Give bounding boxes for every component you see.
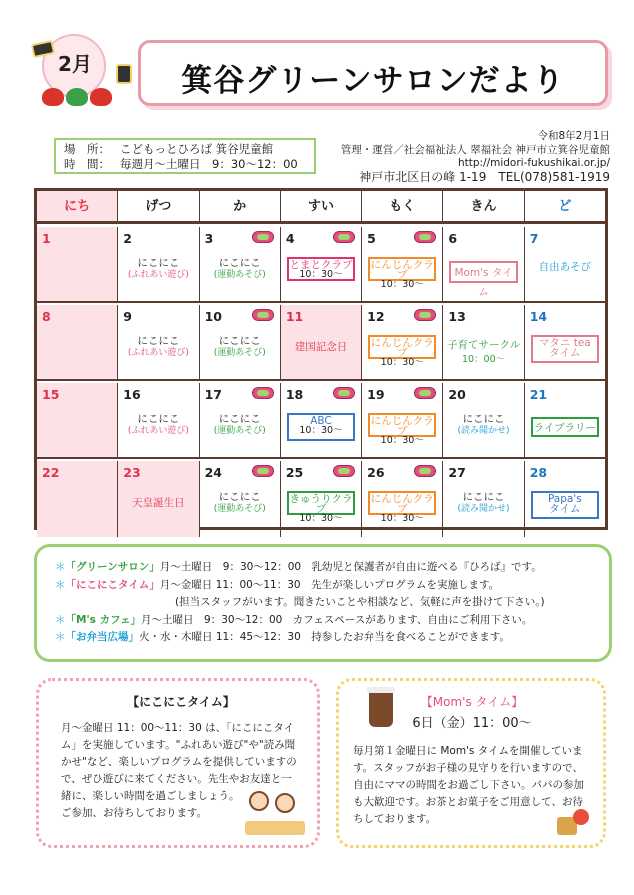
day-cell bbox=[281, 305, 362, 379]
kyuri-club-event: きゅうりクラブ 10：30～ bbox=[287, 491, 355, 515]
weekday-wed: すい bbox=[281, 191, 362, 221]
day-cell bbox=[200, 461, 281, 537]
nikoniko-activity: にこにこ (読み聞かせ) bbox=[457, 491, 510, 514]
note-ms-cafe: ＊「M's カフェ」月～土曜日 9：30～12：00 カフェスペースがあります、自由にご利用下さい。 bbox=[55, 613, 533, 626]
ehomaki-right-icon bbox=[116, 64, 132, 84]
info-time-row bbox=[64, 157, 306, 172]
info-place-row bbox=[64, 142, 306, 157]
weekday-sat: ど bbox=[558, 199, 572, 214]
day-number: 23 bbox=[123, 465, 141, 480]
holiday-label: 建国記念日 bbox=[294, 341, 348, 353]
day-cell bbox=[362, 461, 443, 537]
day-cell bbox=[443, 305, 524, 379]
moms-box-datetime: 6日（金）11：00～ bbox=[412, 716, 532, 731]
day-number: 4 bbox=[285, 231, 295, 246]
bento-icon bbox=[414, 387, 436, 399]
issue-date: 令和8年2月1日 bbox=[537, 130, 610, 142]
day-number: 18 bbox=[285, 387, 304, 402]
day-cell bbox=[525, 461, 605, 537]
calendar bbox=[34, 188, 608, 530]
bento-icon bbox=[414, 231, 436, 243]
day-number: 16 bbox=[123, 387, 141, 402]
moms-time-event: Mom's タイム bbox=[449, 261, 517, 283]
coffee-cup-icon bbox=[369, 691, 393, 727]
title-banner bbox=[138, 40, 608, 106]
green-demon-icon bbox=[66, 88, 88, 106]
day-number: 28 bbox=[529, 465, 548, 480]
day-number: 22 bbox=[42, 465, 60, 480]
day-number: 5 bbox=[367, 231, 376, 246]
day-number: 9 bbox=[123, 309, 132, 324]
moms-box-body: 毎月第１金曜日に Mom's タイムを開催しています。スタッフがお子様の見守りを行いますので、自由にママの時間をお過ごし下さい。パパの参加も大歓迎です。お茶とお菓子をご用意して、お待ちしております。 bbox=[353, 745, 584, 825]
day-number: 17 bbox=[204, 387, 222, 402]
day-number: 19 bbox=[367, 387, 385, 402]
parenting-circle-activity: 子育てサークル bbox=[446, 339, 521, 351]
free-play-activity: 自由あそび bbox=[538, 261, 592, 273]
day-cell bbox=[525, 305, 605, 379]
note-nikoniko-detail: (担当スタッフがいます。聞きたいことや相談など、気軽に声を掛けて下さい。) bbox=[175, 596, 545, 608]
red-demon-icon bbox=[42, 88, 64, 106]
day-cell bbox=[200, 227, 281, 301]
weekday-fri: きん bbox=[443, 191, 524, 221]
day-cell bbox=[118, 305, 199, 379]
day-cell bbox=[37, 383, 118, 457]
day-number: 21 bbox=[529, 387, 548, 402]
operator: 管理・運営／社会福祉法人 翠福社会 神戸市立箕谷児童館 bbox=[340, 143, 610, 156]
page-title: 箕谷グリーンサロンだより bbox=[181, 63, 565, 99]
info-box bbox=[54, 138, 316, 174]
day-number: 6 bbox=[448, 231, 458, 246]
day-number: 3 bbox=[204, 231, 214, 246]
day-number: 8 bbox=[42, 309, 51, 324]
day-cell bbox=[362, 227, 443, 301]
day-cell bbox=[281, 383, 362, 457]
weekday-sun: にち bbox=[37, 191, 118, 221]
day-cell bbox=[525, 227, 605, 301]
red-demon-icon bbox=[90, 88, 112, 106]
day-number: 26 bbox=[367, 465, 385, 480]
nikoniko-activity: にこにこ (ふれあい遊び) bbox=[127, 335, 189, 358]
day-cell bbox=[362, 305, 443, 379]
day-cell bbox=[200, 305, 281, 379]
nikoniko-box-body: 月～金曜日 11：00～11：30 は、「にこにこタイム」を実施しています。"ふれあい遊び"や"読み聞かせ"など、楽しいプログラムを提供していますので、ぜひ遊びに来てください。先生やお友達と一緒に、楽しい時間を過ごしましょう。 bbox=[61, 722, 297, 802]
nikoniko-activity: にこにこ (運動あそび) bbox=[213, 413, 266, 436]
note-nikoniko-time: ＊「にこにこタイム」月～金曜日 11：00～11：30 先生が楽しいプログラムを実施します。 bbox=[55, 578, 500, 591]
moms-box-title: 【Mom's タイム】 bbox=[420, 695, 524, 709]
day-number: 12 bbox=[367, 309, 385, 324]
calendar-week bbox=[37, 383, 605, 459]
abc-event: ABC 10：30～ bbox=[287, 413, 355, 441]
day-cell bbox=[200, 383, 281, 457]
bento-icon bbox=[333, 465, 355, 477]
info-place-key: 場 所： bbox=[64, 142, 110, 156]
weekday-mon: げつ bbox=[118, 191, 199, 221]
nikoniko-activity: にこにこ (運動あそび) bbox=[213, 257, 266, 280]
nikoniko-box-title: 【にこにこタイム】 bbox=[127, 695, 235, 709]
children-illustration-icon bbox=[245, 789, 305, 835]
day-number: 20 bbox=[448, 387, 466, 402]
ninjin-club-event: にんじんクラブ 10：30～ bbox=[368, 413, 436, 437]
bento-icon bbox=[414, 465, 436, 477]
info-time-key: 時 間： bbox=[64, 157, 110, 171]
ninjin-club-event: にんじんクラブ 10：30～ bbox=[368, 257, 436, 281]
day-number: 2 bbox=[123, 231, 132, 246]
day-number: 10 bbox=[204, 309, 222, 324]
bento-icon bbox=[252, 309, 274, 321]
note-green-salon: ＊「グリーンサロン」月～土曜日 9：30～12：00 乳幼児と保護者が自由に遊べる『ひろば』です。 bbox=[55, 561, 542, 573]
month-label: 2月 bbox=[58, 52, 92, 76]
day-cell bbox=[281, 461, 362, 537]
nikoniko-box-closing: ご参加、お待ちしております。 bbox=[61, 807, 208, 819]
day-number: 11 bbox=[285, 309, 304, 324]
day-cell bbox=[37, 461, 118, 537]
telephone: TEL(078)581-1919 bbox=[498, 169, 610, 184]
info-time-value: 毎週月～土曜日 9：30～12：00 bbox=[120, 157, 298, 171]
day-number: 27 bbox=[448, 465, 466, 480]
day-cell bbox=[443, 227, 524, 301]
day-number: 7 bbox=[529, 231, 539, 246]
bento-icon bbox=[252, 387, 274, 399]
weekday-thu: もく bbox=[362, 191, 443, 221]
day-cell bbox=[37, 305, 118, 379]
calendar-week bbox=[37, 305, 605, 381]
day-number: 14 bbox=[529, 309, 548, 324]
ninjin-club-event: にんじんクラブ 10：30～ bbox=[368, 491, 436, 515]
bento-icon bbox=[333, 387, 355, 399]
calendar-week bbox=[37, 461, 605, 537]
day-cell bbox=[362, 383, 443, 457]
calendar-week bbox=[37, 227, 605, 303]
tomato-club-event: とまとクラブ 10：30～ bbox=[287, 257, 355, 281]
program-notes bbox=[34, 544, 612, 662]
day-cell bbox=[118, 383, 199, 457]
day-cell bbox=[443, 461, 524, 537]
nikoniko-activity: にこにこ (ふれあい遊び) bbox=[127, 257, 189, 280]
nikoniko-time-box bbox=[36, 678, 320, 848]
day-number: 25 bbox=[285, 465, 304, 480]
day-cell bbox=[118, 227, 199, 301]
organization-block bbox=[341, 130, 610, 184]
holiday-label: 天皇誕生日 bbox=[132, 497, 185, 509]
nikoniko-activity: にこにこ (運動あそび) bbox=[213, 491, 266, 514]
address: 神戸市北区日の峰 1-19 bbox=[359, 169, 487, 184]
nikoniko-activity: にこにこ (運動あそび) bbox=[213, 335, 266, 358]
month-badge bbox=[36, 34, 114, 104]
moms-time-box bbox=[336, 678, 606, 848]
day-number: 1 bbox=[42, 231, 51, 246]
nikoniko-activity: にこにこ (ふれあい遊び) bbox=[127, 413, 189, 436]
day-cell bbox=[525, 383, 605, 457]
info-place-value: こどもっとひろば 箕谷児童館 bbox=[120, 142, 274, 156]
day-cell bbox=[118, 461, 199, 537]
parenting-circle-time: 10：00～ bbox=[461, 354, 506, 365]
note-bento-hiroba: ＊「お弁当広場」火・水・木曜日 11：45～12：30 持参したお弁当を食べることができます。 bbox=[55, 631, 510, 643]
day-number: 24 bbox=[204, 465, 222, 480]
bento-icon bbox=[333, 231, 355, 243]
ninjin-club-event: にんじんクラブ 10：30～ bbox=[368, 335, 436, 359]
nikoniko-activity: にこにこ (読み聞かせ) bbox=[457, 413, 510, 436]
day-number: 15 bbox=[42, 387, 60, 402]
bento-icon bbox=[252, 465, 274, 477]
day-cell bbox=[443, 383, 524, 457]
maternity-tea-event: マタニ tea タイム bbox=[531, 335, 599, 363]
website-link[interactable]: http://midori-fukushikai.or.jp/ bbox=[457, 157, 610, 169]
snack-icon bbox=[557, 807, 593, 837]
papa-time-event: Papa's タイム bbox=[531, 491, 599, 519]
bento-icon bbox=[252, 231, 274, 243]
day-cell bbox=[281, 227, 362, 301]
day-cell bbox=[37, 227, 118, 301]
library-event: ライブラリー bbox=[531, 417, 599, 437]
day-number: 13 bbox=[448, 309, 466, 324]
weekday-tue: か bbox=[200, 191, 281, 221]
calendar-header bbox=[37, 191, 605, 224]
bento-icon bbox=[414, 309, 436, 321]
